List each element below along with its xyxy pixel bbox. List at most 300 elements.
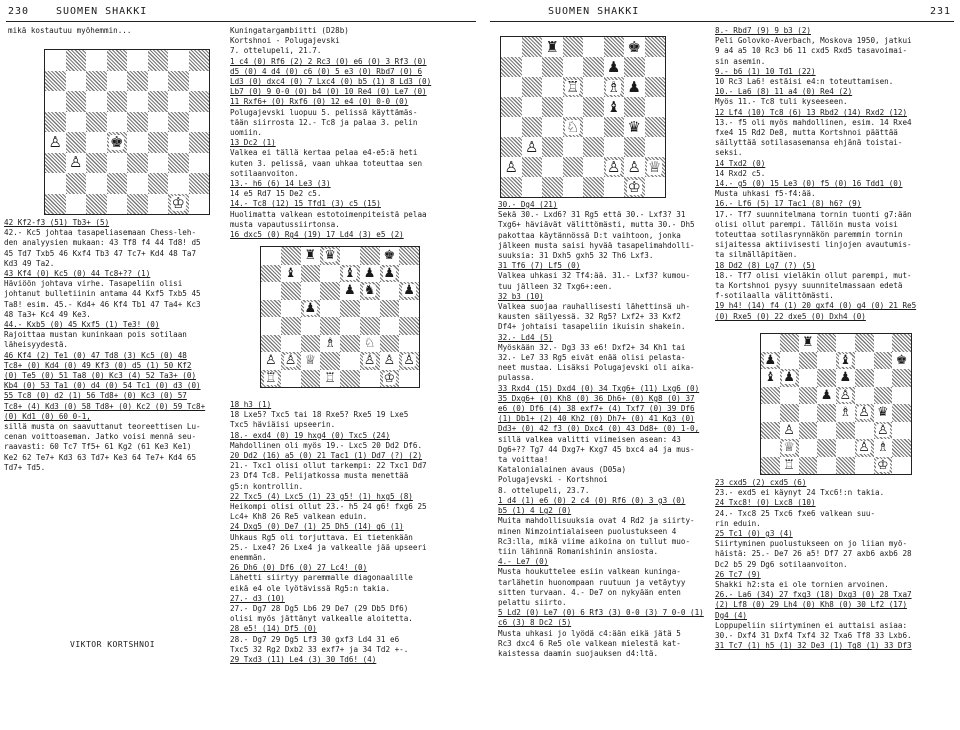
board-square [168, 153, 189, 174]
board-square [320, 282, 340, 300]
board-square [799, 387, 818, 405]
board-square [836, 439, 855, 457]
col4-top [715, 26, 957, 322]
text-line: Ke2 62 Te7+ Kd3 63 Td7+ Ke3 64 Te7+ Kd4 65 [4, 452, 197, 462]
board-square [107, 173, 128, 194]
board-square [340, 265, 360, 283]
board-square [542, 37, 563, 57]
board-square [66, 71, 87, 92]
col3-text [498, 200, 712, 659]
black-rook-icon: ♜ [304, 248, 317, 264]
text-line: Lc4+ Kh8 26 Re5 valkean eduin. [230, 512, 368, 522]
player-photo [4, 525, 222, 645]
left-running-title: SUOMEN SHAKKI [56, 6, 148, 17]
board-square [399, 265, 419, 283]
text-line: sillä musta on saavuttanut teoreettisen Lu- [4, 422, 201, 432]
board-square [281, 300, 301, 318]
text-line: 44.- Kxb5 (0) 45 Kxf5 (1) Te3! (0) [4, 320, 160, 330]
board-square [604, 97, 625, 117]
white-rook-icon: ♖ [265, 370, 277, 386]
white-king-icon: ♔ [877, 457, 889, 473]
black-pawn-icon: ♟ [783, 370, 795, 386]
board-square [360, 317, 380, 335]
text-line: 16.- Lf6 (5) 17 Tac1 (8) h6? (9) [715, 199, 862, 209]
text-line: 48 Ta3+ Kc4 49 Ke3. [4, 309, 91, 319]
board-square [340, 370, 360, 388]
black-queen-icon: ♛ [324, 248, 336, 264]
board-square [563, 137, 584, 157]
board-square [874, 422, 893, 440]
board-square [301, 370, 321, 388]
board-square [892, 352, 911, 370]
white-pawn-icon: ♙ [525, 137, 539, 156]
board-square [604, 77, 625, 97]
chess-diagram-5 [760, 333, 912, 475]
white-knight-icon: ♘ [363, 335, 376, 351]
black-bishop-icon: ♝ [344, 265, 356, 281]
board-square [892, 457, 911, 475]
text-line: 32 b3 (10) [498, 291, 544, 301]
board-square [107, 194, 128, 215]
white-king-icon: ♔ [383, 370, 396, 386]
text-line: 42 Kf2-f3 (51) Tb3+ (5) [4, 218, 110, 227]
board-square [380, 352, 400, 370]
board-square [817, 352, 836, 370]
board-square [855, 422, 874, 440]
board-square [281, 317, 301, 335]
text-line: 18 h3 (1) [230, 400, 272, 409]
white-king-icon: ♔ [171, 194, 185, 213]
board-square [892, 387, 911, 405]
text-line: raavasti: 60 Tc7 Tf5+ 61 Kg2 (61 Ke3 Ke1) [4, 442, 192, 452]
text-line: jälkeen musta saisi hyvää tasapelimahdolli- [498, 240, 695, 250]
black-pawn-icon: ♟ [304, 300, 317, 316]
board-square [340, 247, 360, 265]
board-square [780, 439, 799, 457]
chess-diagram-3 [500, 36, 666, 198]
text-line: 35 Dxg6+ (0) Kh8 (0) 36 Dh6+ (0) Kg8 (0) 37 [498, 393, 695, 403]
text-line: Muita mahdollisuuksia ovat 4 Rd2 ja siirty- [498, 516, 695, 526]
board-square [855, 334, 874, 352]
text-line: Musta uhkasi f5-f4:ää. [715, 189, 816, 199]
board-square [604, 117, 625, 137]
board-square [320, 300, 340, 318]
text-line: kuten 3. pelissä, vaan uhkaa toteuttaa sen [230, 158, 423, 168]
board-square [189, 71, 210, 92]
text-line: d5 (0) 4 d4 (0) c6 (0) 5 e3 (0) Rbd7 (0) 6 [230, 66, 423, 76]
board-square [45, 132, 66, 153]
board-square [817, 387, 836, 405]
board-square [399, 317, 419, 335]
board-square [522, 57, 543, 77]
board-square [799, 334, 818, 352]
board-square [836, 369, 855, 387]
board-square [761, 404, 780, 422]
board-square [836, 422, 855, 440]
board-square [645, 157, 666, 177]
board-square [874, 439, 893, 457]
board-square [66, 132, 87, 153]
board-square [66, 50, 87, 71]
board-square [281, 352, 301, 370]
board-square [645, 177, 666, 197]
board-square [107, 132, 128, 153]
board-square [380, 370, 400, 388]
board-square [66, 194, 87, 215]
board-square [645, 137, 666, 157]
board-square [281, 282, 301, 300]
white-knight-icon: ♘ [566, 117, 580, 136]
text-line: Lb7 (0) 9 0-0 (0) b4 (0) 10 Re4 (0) Le7 (0) [230, 87, 427, 97]
text-line: 26 Tc7 (9) [715, 569, 761, 579]
board-square [522, 97, 543, 117]
board-square [45, 71, 66, 92]
board-square [563, 77, 584, 97]
text-line: ta voittaa! [498, 455, 549, 465]
board-square [189, 153, 210, 174]
board-square [360, 352, 380, 370]
board-square [836, 404, 855, 422]
board-square [360, 282, 380, 300]
text-line: Myös 11.- Tc8 tuli kyseeseen. [715, 97, 848, 107]
text-line: häistä: 25.- De7 26 a5! Df7 27 axb6 axb6 28 [715, 549, 912, 559]
board-square [604, 177, 625, 197]
text-line: g5:n kontrollin. [230, 481, 304, 491]
black-knight-icon: ♞ [363, 283, 376, 299]
board-square [148, 112, 169, 133]
text-line: 30.- Dxf4 31 Dxf4 Txf4 32 Txa6 Tf8 33 Lxb6. [715, 631, 912, 641]
board-square [761, 422, 780, 440]
board-square [542, 117, 563, 137]
board-square [261, 300, 281, 318]
board-square [148, 194, 169, 215]
board-square [45, 112, 66, 133]
black-pawn-icon: ♟ [607, 57, 621, 76]
board-square [892, 334, 911, 352]
board-square [380, 335, 400, 353]
white-bishop-icon: ♗ [877, 440, 889, 456]
board-square [780, 352, 799, 370]
black-pawn-icon: ♟ [363, 265, 376, 281]
board-square [86, 50, 107, 71]
board-square [761, 457, 780, 475]
black-bishop-icon: ♝ [839, 352, 852, 368]
right-page-number: 231 [930, 6, 952, 17]
text-line: Txc5 32 Rg2 Dxb2 33 exf7+ ja 34 Td2 +-. [230, 644, 409, 654]
board-square [855, 457, 874, 475]
board-square [624, 57, 645, 77]
text-line: 24 Dxg5 (0) De7 (1) 25 Dh5 (14) g6 (1) [230, 522, 404, 532]
board-square [399, 370, 419, 388]
board-square [86, 153, 107, 174]
board-square [360, 265, 380, 283]
board-square [624, 117, 645, 137]
text-line: Tc8+ (0) Kd4 (0) 49 Kf3 (0) d5 (1) 50 Kf2 [4, 360, 192, 370]
black-pawn-icon: ♟ [839, 370, 852, 386]
board-square [360, 247, 380, 265]
board-square [761, 387, 780, 405]
text-line: 22 Txc5 (4) Lxc5 (1) 23 g5! (1) hxg5 (8) [230, 491, 413, 501]
board-square [301, 247, 321, 265]
board-square [148, 132, 169, 153]
col2-bottom [230, 400, 470, 665]
board-square [66, 173, 87, 194]
board-square [380, 247, 400, 265]
board-square [780, 387, 799, 405]
text-line: 19 h4! (14) f4 (1) 20 gxf4 (0) g4 (0) 21 Re5 [715, 301, 917, 311]
text-line: b5 (1) 4 Lg2 (0) [498, 506, 572, 516]
board-square [127, 71, 148, 92]
text-line: olisi myös jättänyt valkealle aloitetta. [230, 614, 413, 624]
black-pawn-icon: ♟ [403, 283, 415, 299]
board-square [817, 334, 836, 352]
board-square [301, 282, 321, 300]
text-line: Loppupeliin siirtyminen ei auttaisi asiaa: [715, 620, 908, 630]
text-line: enemmän. [230, 553, 267, 563]
text-line: suuksia: 31 Dxh5 gxh5 32 Th6 Lxf3. [498, 251, 654, 261]
text-line: Rc3:lla, mikä viime aikoina on tullut muo- [498, 536, 691, 546]
white-rook-icon: ♖ [324, 370, 336, 386]
board-square [189, 194, 210, 215]
board-square [45, 194, 66, 215]
text-line: (0) Te5 (0) 51 Ta8 (0) Kc3 (4) 52 Ta3+ (0) [4, 371, 197, 381]
board-square [874, 352, 893, 370]
board-square [320, 265, 340, 283]
board-square [780, 422, 799, 440]
board-square [583, 57, 604, 77]
board-square [168, 50, 189, 71]
text-line: 16 dxc5 (0) Rg4 (19) 17 Ld4 (3) e5 (2) [230, 230, 404, 240]
text-line: 1 c4 (0) Rf6 (2) 2 Rc3 (0) e6 (0) 3 Rf3 (0) [230, 56, 427, 66]
text-line: 18.- Tf7 olisi vieläkin ollut parempi, mut- [715, 270, 912, 280]
board-square [360, 335, 380, 353]
text-line: Ta8! esim. 45.- Kd4+ 46 Kf4 Tb1 47 Ta4+ Kc3 [4, 299, 201, 309]
white-bishop-icon: ♗ [839, 405, 852, 421]
text-line: 18.- exd4 (0) 19 hxg4 (0) Txc5 (24) [230, 430, 391, 440]
board-square [127, 173, 148, 194]
text-line: Txc5 häviäisi upseerin. [230, 420, 336, 430]
text-line: sitten turvaan. 4.- De7 on nykyään enten [498, 587, 681, 597]
board-square [522, 117, 543, 137]
board-square [399, 282, 419, 300]
black-king-icon: ♚ [383, 248, 396, 264]
text-line: 24 Txc8! (0) Lxc8 (10) [715, 498, 816, 508]
board-square [86, 194, 107, 215]
board-square [168, 112, 189, 133]
board-square [281, 265, 301, 283]
text-line: 12 Lf4 (10) Tc8 (6) 13 Rbd2 (14) Rxd2 (12) [715, 107, 908, 117]
board-square [45, 173, 66, 194]
board-square [604, 157, 625, 177]
board-square [874, 387, 893, 405]
text-line: Tc8+ (4) Kd3 (0) 58 Td8+ (0) Kc2 (0) 59 Tc8+ [4, 401, 206, 411]
board-square [189, 112, 210, 133]
board-square [127, 153, 148, 174]
text-line: 27.- d3 (10) [230, 593, 285, 603]
col1-intro: mikä kostautuu myöhemmin... [8, 26, 132, 35]
text-line: toteuttaa sotilasrynnäkön paremmin tornin [715, 230, 903, 240]
board-square [874, 457, 893, 475]
white-queen-icon: ♕ [783, 440, 795, 456]
board-square [583, 117, 604, 137]
text-line: 32.- Le7 33 Rg5 eivät enää olisi pelasta- [498, 353, 686, 363]
text-line: fxe4 15 Rd2 De8, mutta Kortshnoi päättää [715, 128, 898, 138]
board-square [127, 132, 148, 153]
text-line: Kb4 (0) 53 Ta1 (0) d4 (0) 54 Tc1 (0) d3 (0) [4, 381, 201, 391]
text-line: Katalonialainen avaus (D05a) [498, 465, 627, 475]
board-square [45, 50, 66, 71]
text-line: Kuningatargambiitti (D28b) [230, 26, 349, 35]
text-line: Rajoittaa mustan kuninkaan pois sotilaan [4, 330, 187, 340]
text-line: 31 Tc7 (1) h5 (1) 32 De3 (1) Tg8 (1) 33 Df3 [715, 641, 912, 651]
text-line: musta vapautussiirtonsa. [230, 219, 340, 229]
text-line: cenan voittoaseman. Jatko voisi mennä seu- [4, 432, 197, 442]
board-square [86, 71, 107, 92]
text-line: minen Nimzointialaiseen puolustukseen 4 [498, 526, 677, 536]
board-square [604, 137, 625, 157]
board-square [855, 387, 874, 405]
left-page-number: 230 [8, 6, 30, 17]
board-square [501, 77, 522, 97]
text-line: Txg6+ häviävät välittömästi, mutta 30.- Dh5 [498, 220, 695, 230]
board-square [624, 137, 645, 157]
board-square [624, 97, 645, 117]
board-square [301, 352, 321, 370]
board-square [189, 91, 210, 112]
white-bishop-icon: ♗ [607, 77, 621, 96]
board-square [874, 334, 893, 352]
board-square [855, 404, 874, 422]
board-square [261, 265, 281, 283]
board-square [855, 439, 874, 457]
text-line: 7. ottelupeli, 21.7. [230, 46, 322, 56]
text-line: sin asemin. [715, 56, 766, 66]
black-rook-icon: ♜ [545, 37, 559, 56]
board-square [542, 77, 563, 97]
text-line: 14 Rxd2 c5. [715, 168, 766, 178]
board-square [127, 91, 148, 112]
right-header-rule [490, 21, 954, 22]
text-line: (1) Db1+ (2) 40 Kh2 (0) Dh7+ (0) 41 Kg3 (0) [498, 414, 695, 424]
text-line: 24.- Txc8 25 Txc6 fxe6 valkean suu- [715, 508, 876, 518]
text-line: 8. ottelupeli, 23.7. [498, 485, 590, 495]
photo-caption: VIKTOR KORTSHNOI [70, 640, 156, 649]
board-square [127, 50, 148, 71]
text-line: e6 (0) Df6 (4) 38 exf7+ (4) Txf7 (0) 39 Df6 [498, 404, 695, 414]
board-square [583, 77, 604, 97]
board-square [542, 177, 563, 197]
board-square [148, 71, 169, 92]
text-line: Shakki h2:sta ei ole tornien arvoinen. [715, 580, 889, 590]
white-pawn-icon: ♙ [858, 405, 870, 421]
white-pawn-icon: ♙ [627, 157, 641, 176]
white-pawn-icon: ♙ [607, 157, 621, 176]
board-square [522, 37, 543, 57]
text-line: 55 Tc8 (0) d2 (1) 56 Td8+ (0) Kc3 (0) 57 [4, 391, 187, 401]
right-running-title: SUOMEN SHAKKI [548, 6, 640, 17]
board-square [780, 369, 799, 387]
board-square [522, 157, 543, 177]
board-square [799, 369, 818, 387]
board-square [542, 97, 563, 117]
text-line: Rc3 dxc4 6 Re5 ole valkean mielestä kat- [498, 638, 681, 648]
text-line: uomiin. [230, 128, 263, 138]
board-square [836, 457, 855, 475]
board-square [340, 300, 360, 318]
board-square [86, 112, 107, 133]
text-line: 11 Rxf6+ (0) Rxf6 (0) 12 e4 (0) 0-0 (0) [230, 97, 409, 107]
board-square [624, 77, 645, 97]
board-square [583, 177, 604, 197]
black-king-icon: ♚ [627, 37, 641, 56]
text-line: Valkea suojaa rauhallisesti lähettinsä uh- [498, 302, 691, 312]
text-line: 9 a4 a5 10 Rc3 b6 11 cxd5 Rxd5 tasavoimai- [715, 46, 908, 56]
board-square [261, 317, 281, 335]
board-square [836, 352, 855, 370]
text-line: johtanut bulletiinin antama 44 Kxf5 Txb5 45 [4, 289, 201, 299]
text-line: 1 d4 (1) e6 (0) 2 c4 (0) Rf6 (0) 3 g3 (0) [498, 495, 686, 505]
board-square [281, 247, 301, 265]
board-square [563, 177, 584, 197]
black-pawn-icon: ♟ [383, 265, 396, 281]
board-square [45, 153, 66, 174]
black-king-icon: ♚ [110, 132, 124, 151]
text-line: 14 e5 Rd7 15 De2 c5. [230, 189, 322, 199]
board-square [604, 37, 625, 57]
col4-bottom [715, 478, 957, 651]
board-square [645, 97, 666, 117]
text-line: pelattu siirto. [498, 597, 567, 607]
board-square [380, 300, 400, 318]
text-line: 42.- Kc5 johtaa tasapeliasemaan Chess-leh- [4, 228, 197, 238]
text-line: pakottaa käytännössä D:t vaihtoon, jonka [498, 230, 681, 240]
board-square [583, 137, 604, 157]
black-queen-icon: ♛ [627, 117, 641, 136]
board-square [66, 153, 87, 174]
white-king-icon: ♔ [627, 177, 641, 196]
board-square [399, 300, 419, 318]
text-line: Huolimatta valkean estotoimenpiteistä pelaa [230, 209, 427, 219]
board-square [501, 37, 522, 57]
board-square [892, 404, 911, 422]
text-line: Dg6+?? Tg7 44 Dxg7+ Kxg7 45 bxc4 a4 ja mus- [498, 444, 695, 454]
text-line: 43 Kf4 (0) Kc5 (0) 44 Tc8+?? (1) [4, 269, 151, 279]
board-square [501, 117, 522, 137]
board-square [86, 132, 107, 153]
board-square [127, 112, 148, 133]
board-square [281, 335, 301, 353]
board-square [107, 50, 128, 71]
board-square [501, 57, 522, 77]
white-pawn-icon: ♙ [69, 153, 83, 172]
board-square [645, 37, 666, 57]
text-line: 23 cxd5 (2) cxd5 (6) [715, 478, 807, 487]
board-square [542, 157, 563, 177]
board-square [340, 282, 360, 300]
text-line: 10 Rc3 La6! estäisi e4:n toteuttamisen. [715, 77, 894, 87]
text-line: olisi ollut parempi. Tällöin musta voisi [715, 219, 898, 229]
board-square [799, 422, 818, 440]
board-square [261, 247, 281, 265]
black-pawn-icon: ♟ [820, 387, 833, 403]
text-line: 20 Dd2 (16) a5 (0) 21 Tac1 (1) Dd7 (?) (2) [230, 451, 423, 461]
text-line: sijaitessa aktiivisesti linjojen avautumis- [715, 240, 912, 250]
text-line: tuu jälleen 32 Txg6+:een. [498, 281, 613, 291]
board-square [107, 153, 128, 174]
text-line: Peli Golovko-Averbach, Moskova 1950, jatkui [715, 36, 912, 46]
text-line: rin eduin. [715, 518, 761, 528]
board-square [301, 300, 321, 318]
